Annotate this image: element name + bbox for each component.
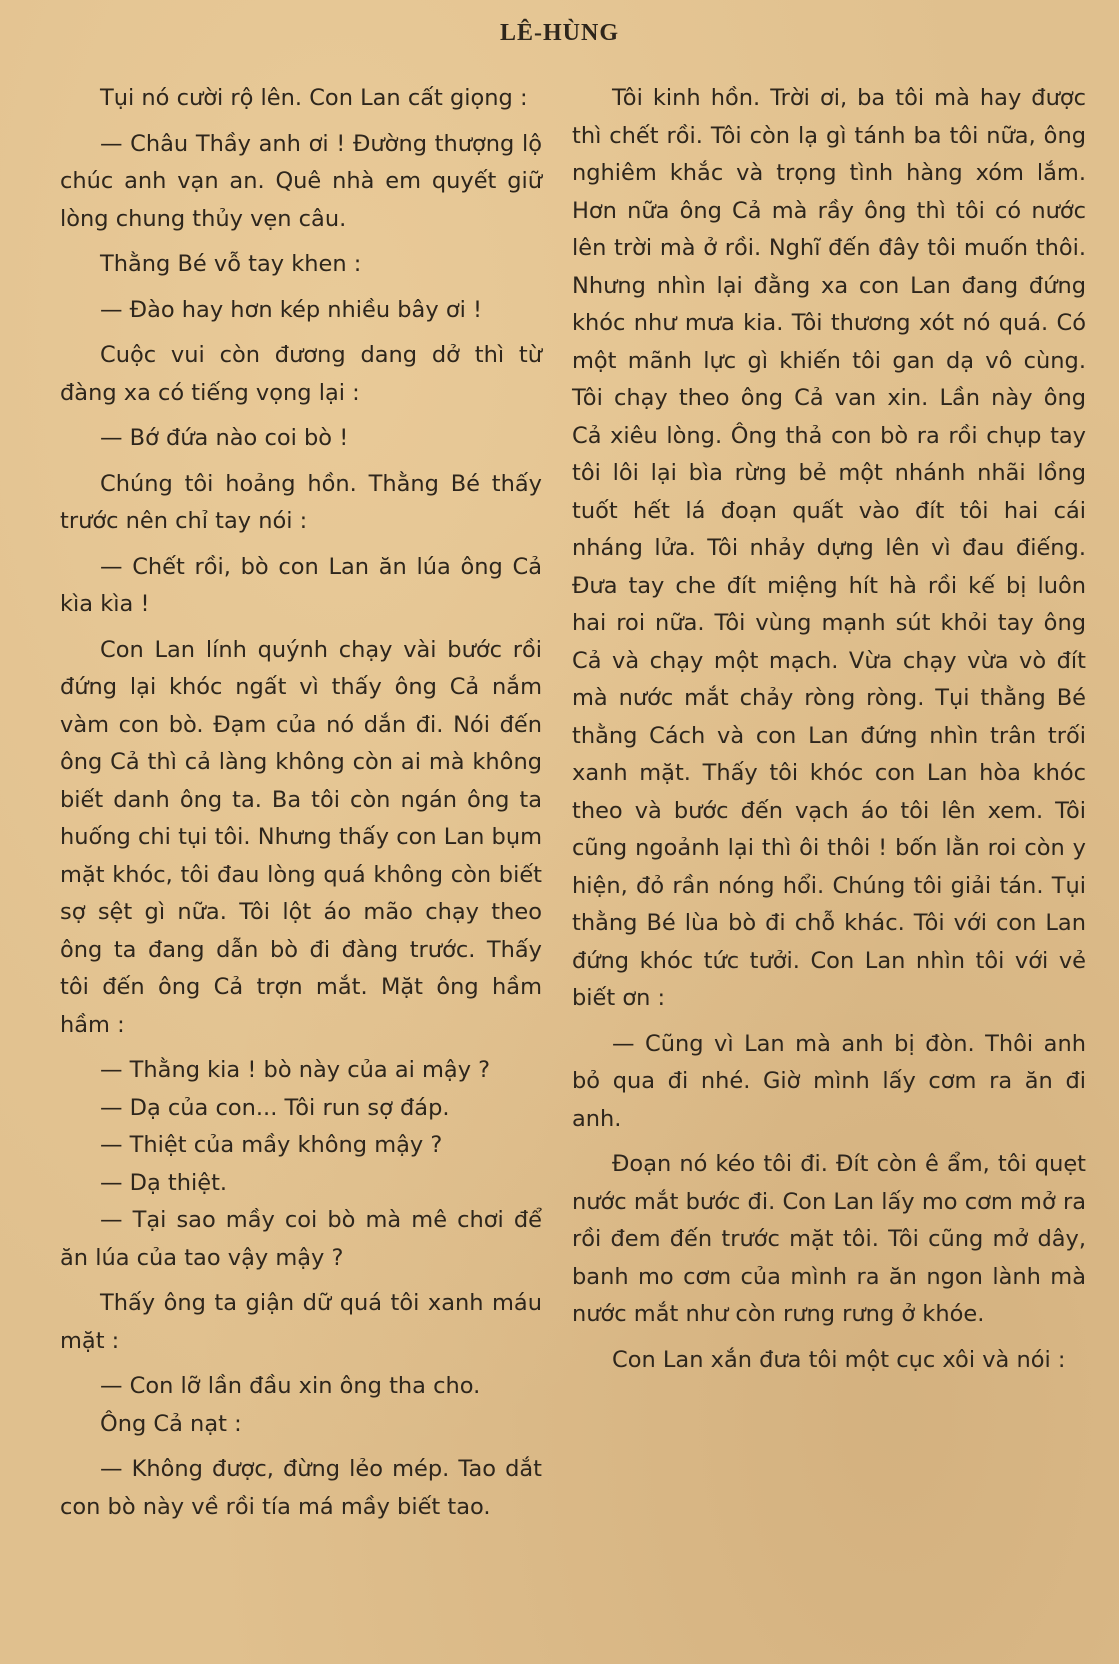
paragraph: — Thiệt của mầy không mậy ? bbox=[100, 1132, 443, 1158]
paragraph: Thấy ông ta giận dữ quá tôi xanh máu mặt : bbox=[60, 1290, 542, 1354]
paragraph: — Không được, đừng lẻo mép. Tao dắt con bò này về rồi tía má mầy biết tao. bbox=[60, 1456, 542, 1520]
paragraph: Ông Cả nạt : bbox=[100, 1410, 242, 1437]
paragraph: Con Lan xắn đưa tôi một cục xôi và nói : bbox=[612, 1346, 1066, 1373]
paragraph: — Dạ thiệt. bbox=[100, 1169, 228, 1196]
paragraph: — Bớ đứa nào coi bò ! bbox=[100, 425, 349, 451]
right-text-column bbox=[572, 80, 1086, 1379]
paragraph: — Tại sao mầy coi bò mà mê chơi để ăn lúa của tao vậy mậy ? bbox=[60, 1207, 542, 1271]
paragraph: — Con lỡ lần đầu xin ông tha cho. bbox=[100, 1373, 481, 1399]
paragraph: — Đào hay hơn kép nhiều bây ơi ! bbox=[100, 296, 483, 323]
paragraph: — Thằng kia ! bò này của ai mậy ? bbox=[100, 1057, 491, 1083]
paragraph: Cuộc vui còn đương dang dở thì từ đàng xa có tiếng vọng lại : bbox=[60, 342, 542, 406]
paragraph: Thằng Bé vỗ tay khen : bbox=[100, 251, 362, 277]
paragraph: — Châu Thầy anh ơi ! Đường thượng lộ chúc anh vạn an. Quê nhà em quyết giữ lòng chung thủy vẹn câu. bbox=[60, 130, 542, 232]
left-text-column bbox=[60, 80, 542, 1526]
paragraph: Chúng tôi hoảng hồn. Thằng Bé thấy trước nên chỉ tay nói : bbox=[60, 470, 542, 534]
paragraph: — Dạ của con... Tôi run sợ đáp. bbox=[100, 1094, 450, 1121]
paragraph: Đoạn nó kéo tôi đi. Đít còn ê ẩm, tôi quẹt nước mắt bước đi. Con Lan lấy mo cơm mở ra rồi đem đến trước mặt tôi. Tôi cũng mở dây, banh mo cơm của mình ra ăn ngon lành mà nước mắt như còn rưng rưng ở khóe. bbox=[572, 1151, 1086, 1327]
paragraph: Con Lan lính quýnh chạy vài bước rồi đứng lại khóc ngất vì thấy ông Cả nắm vàm con bò. Đạm của nó dắn đi. Nói đến ông Cả thì cả làng không còn ai mà không biết danh ông ta. Ba tôi còn ngán ông ta huống chi tụi tôi. Nhưng thấy con Lan bụm mặt khóc, tôi đau lòng quá không còn biết sợ sệt gì nữa. Tôi lột áo mão chạy theo ông ta đang dẫn bò đi đàng trước. Thấy tôi đến ông Cả trợn mắt. Mặt ông hầm hầm : bbox=[60, 636, 542, 1038]
page-header-title: LÊ-HÙNG bbox=[499, 20, 619, 46]
paragraph: — Chết rồi, bò con Lan ăn lúa ông Cả kìa kìa ! bbox=[60, 553, 542, 617]
paragraph: Tôi kinh hồn. Trời ơi, ba tôi mà hay được thì chết rồi. Tôi còn lạ gì tánh ba tôi nữa, ông nghiêm khắc và trọng tình hàng xóm lắm. Hơn nữa ông Cả mà rầy ông thì tôi có nước lên trời mà ở rồi. Nghĩ đến đây tôi muốn thôi. Nhưng nhìn lại đằng xa con Lan đang đứng khóc như mưa kia. Tôi thương xót nó quá. Có một mãnh lực gì khiến tôi gan dạ vô cùng. Tôi chạy theo ông Cả van xin. Lần này ông Cả xiêu lòng. Ông thả con bò ra rồi chụp tay tôi lôi lại bìa rừng bẻ một nhánh nhãi lồng tuốt hết lá đoạn quất vào đít tôi hai cái nháng lửa. Tôi nhảy dựng lên vì đau điếng. Đưa tay che đít miệng hít hà rồi kế bị luôn hai roi nữa. Tôi vùng mạnh sút khỏi tay ông Cả và chạy một mạch. Vừa chạy vừa vò đít mà nước mắt chảy ròng ròng. Tụi thằng Bé thằng Cách và con Lan đứng nhìn trân trối xanh mặt. Thấy tôi khóc con Lan hòa khóc theo và bước đến vạch áo tôi lên xem. Tôi cũng ngoảnh lại thì ôi thôi ! bốn lằn roi còn y hiện, đỏ rần nóng hổi. Chúng tôi giải tán. Tụi thằng Bé lùa bò đi chỗ khác. Tôi với con Lan đứng khóc tức tưởi. Con Lan nhìn tôi với vẻ biết ơn : bbox=[572, 85, 1086, 1011]
paragraph: Tụi nó cười rộ lên. Con Lan cất giọng : bbox=[100, 85, 528, 111]
paragraph: — Cũng vì Lan mà anh bị đòn. Thôi anh bỏ qua đi nhé. Giờ mình lấy cơm ra ăn đi anh. bbox=[572, 1030, 1086, 1132]
